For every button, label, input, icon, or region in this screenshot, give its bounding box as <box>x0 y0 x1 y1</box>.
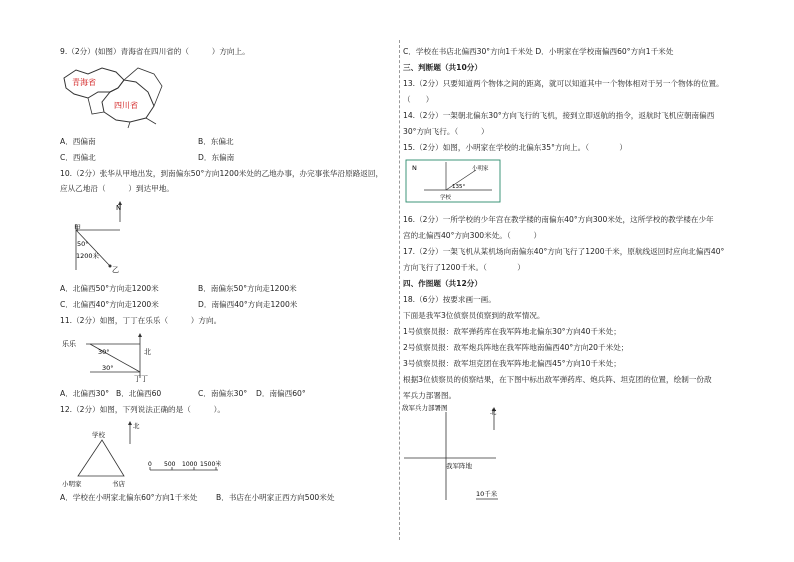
q10-start-label: 甲 <box>74 224 81 232</box>
q10-north-label: N <box>116 204 122 212</box>
q10-end-label: 乙 <box>112 266 119 274</box>
q17-line1: 17.（2分）一架飞机从某机场向南偏东40°方向飞行了1200千米，原航线返回时应向北偏西40° <box>403 247 725 256</box>
q14-line2: 30°方向飞行。（ ） <box>403 127 489 136</box>
q11-option-c: C．南偏东30° <box>198 389 248 398</box>
q11-option-a: A．北偏西30° <box>60 389 110 398</box>
q15-stem: 15.（2分）如图，小明家在学校的北偏东35°方向上。（ ） <box>403 143 628 152</box>
q13-line1: 13.（2分）只要知道两个物体之间的距离，就可以知道其中一个物体相对于另一个物体的位置。 <box>403 79 724 88</box>
q18-north-label: 北 <box>490 408 497 416</box>
q10-option-d: D．南偏西40°方向走1200米 <box>198 300 298 309</box>
q13-line2: （ ） <box>403 95 434 104</box>
q16-line2: 宫的北偏西40°方向300米处。（ ） <box>403 231 542 240</box>
q10-option-b: B．南偏东50°方向走1200米 <box>198 284 297 293</box>
q18-line7: 军兵力部署图。 <box>403 391 457 400</box>
q17-line2: 方向飞行了1200千米。（ ） <box>403 263 525 272</box>
q11-angle-top: 30° <box>98 348 110 356</box>
q9-option-b: B．东偏北 <box>198 137 234 146</box>
q12-option-b: B．书店在小明家正西方向500米处 <box>216 493 335 502</box>
q9-option-d: D．东偏南 <box>198 153 235 162</box>
q9-option-c: C．西偏北 <box>60 153 96 162</box>
q18-figure-title: 敌军兵力部署图 <box>402 404 448 412</box>
q10-figure <box>68 200 138 278</box>
q18-line3: 1号侦察员报：敌军弹药库在我军阵地北偏东30°方向40千米处； <box>403 327 621 336</box>
q10-stem-line2: 应从乙地沿（ ）到达甲地。 <box>60 184 174 193</box>
q12-figure <box>58 418 228 490</box>
q11-option-b: B．北偏西60 <box>116 389 162 398</box>
q11-dingding-label: 丁丁 <box>134 375 148 382</box>
section-drawing-title: 四、作图题（共12分） <box>403 279 482 288</box>
q10-option-a: A．北偏西50°方向走1200米 <box>60 284 159 293</box>
q18-line4: 2号侦察员报：敌军炮兵阵地在我军阵地南偏西40°方向20千米处； <box>403 343 629 352</box>
q12-option-a: A．学校在小明家北偏东60°方向1千米处 <box>60 493 198 502</box>
q11-option-d: D．南偏西60° <box>256 389 306 398</box>
q11-stem: 11.（2分）如图，丁丁在乐乐（ ）方向。 <box>60 316 222 325</box>
q10-angle-label: 50° <box>77 240 89 248</box>
q10-stem-line1: 10.（2分）张华从甲地出发，到南偏东50°方向1200米处的乙地办事，办完事张华沿原路返回， <box>60 169 384 178</box>
q18-base-label: 我军阵地 <box>446 462 472 470</box>
q18-line2: 下面是我军3位侦察员侦察到的敌军情况。 <box>403 311 545 320</box>
q10-option-c: C．北偏西40°方向走1200米 <box>60 300 159 309</box>
q9-label-sichuan: 四川省 <box>114 101 138 110</box>
q15-school-label: 学校 <box>440 195 452 201</box>
section-judgement-title: 三、判断题（共10分） <box>403 63 482 72</box>
q18-figure <box>400 400 520 505</box>
q18-line1: 18.（6分）按要求画一画。 <box>403 295 496 304</box>
q12-scale-500: 500 <box>164 461 176 468</box>
q9-stem: 9.（2分）(如图）青海省在四川省的（ ）方向上。 <box>60 47 250 56</box>
q18-line5: 3号侦察员报：敌军坦克团在我军阵地北偏西45°方向10千米处； <box>403 359 621 368</box>
q18-line6: 根据3位侦察员的侦察结果，在下图中标出敌军弹药库、炮兵阵、坦克团的位置，绘制一份敌 <box>403 375 712 384</box>
q14-line1: 14.（2分）一架朝北偏东30°方向飞行的飞机，接到立即返航的指令，返航时飞机应朝南偏西 <box>403 111 715 120</box>
q12-stem: 12.（2分）如图，下列说法正确的是（ ）。 <box>60 405 225 414</box>
q11-north-label: 北 <box>144 348 151 356</box>
q9-map-figure <box>58 62 168 130</box>
q12-scale-1500: 1500米 <box>200 461 222 468</box>
q12-options-cd: C．学校在书店北偏西30°方向1千米处 D．小明家在学校南偏西60°方向1千米处 <box>403 47 674 56</box>
q11-figure <box>60 332 170 382</box>
q15-north-label: N <box>412 164 417 172</box>
q18-scale-label: 10千米 <box>476 490 498 498</box>
q9-label-qinghai: 青海省 <box>72 78 96 87</box>
q12-store-label: 书店 <box>112 480 125 488</box>
q10-distance-label: 1200米 <box>76 252 100 260</box>
q16-line1: 16.（2分）一所学校的少年宫在教学楼的南偏东40°方向300米处，这所学校的教学楼在少年 <box>403 215 714 224</box>
q12-north-label: 北 <box>133 422 140 430</box>
q12-school-label: 学校 <box>92 431 105 439</box>
q12-scale-0: 0 <box>148 461 152 468</box>
q12-home-label: 小明家 <box>62 480 82 488</box>
q12-scale-1000: 1000 <box>182 461 198 468</box>
q11-angle-bottom: 30° <box>102 364 114 372</box>
q11-lele-label: 乐乐 <box>62 340 76 348</box>
q9-option-a: A．西偏南 <box>60 137 96 146</box>
q15-angle-label: 135° <box>452 184 466 190</box>
q15-home-label: 小明家 <box>472 166 489 172</box>
q15-figure <box>404 158 504 204</box>
